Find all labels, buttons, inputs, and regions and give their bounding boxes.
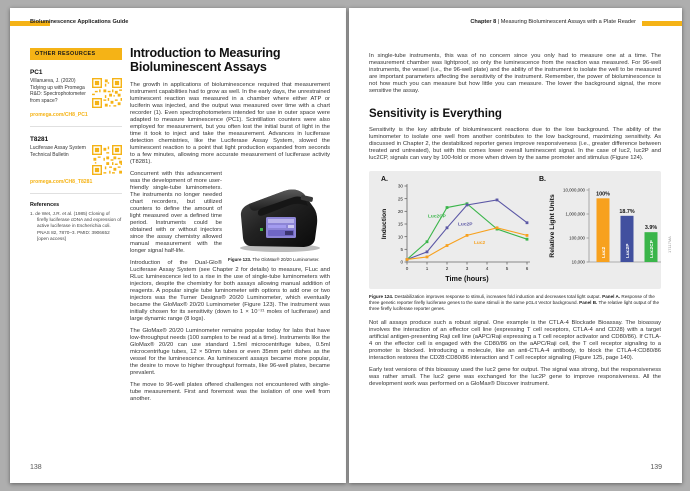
paragraph: In single-tube instruments, this was of no concern since you only had to measure one at a time. The measurement chamber was lightproof, so only the luminescence from the reaction was measured. For 96-well instruments, the vessel (i.e., the 96-well plate) and the ability of the instrument to isolate the well to be measured are important parameters affecting the sensitivity of the instrument. Remember, the power of bioluminescence is not how much you can measure but how little you can measure. The lower the background signal, the more sensitive the assay.	[369, 53, 661, 94]
text-with-figure	[130, 171, 330, 403]
svg-text:30: 30	[397, 183, 403, 189]
resource-id: T8281	[30, 136, 49, 143]
resource-description: Villanueva, J. (2020) Tidying up with Promega R&D: Spectrophotometer from space?	[30, 78, 86, 104]
svg-text:1: 1	[425, 266, 429, 271]
svg-text:17117MA: 17117MA	[667, 236, 672, 253]
sidebar-divider	[30, 126, 122, 127]
svg-text:10,000,000: 10,000,000	[563, 187, 585, 193]
other-resources-label: OTHER RESOURCES	[30, 48, 122, 60]
svg-text:4: 4	[485, 266, 489, 271]
right-main-column	[369, 53, 672, 393]
svg-text:Luc2P: Luc2P	[625, 243, 631, 258]
panel-b-label: B.	[539, 176, 546, 183]
svg-text:20: 20	[397, 208, 403, 214]
section-heading: Introduction to Measuring Bioluminescent Assays	[130, 46, 281, 75]
left-page	[10, 8, 346, 483]
paragraph: Not all assays produce such a robust signal. One example is the CTLA-4 Blockade Bioassay. The bioassay involves the interaction of an effector cell line (expressing T cell receptors, CTLA-4 and CD28) with a target artificial antigen-presenting Raji cell line (aAPC/Raji expressing a T cell receptor activator and CD80/86). If CTLA-4 on the effector cell is engaged with the CD80/86 on the aAPC/Raji cell, the T cell receptor signaling to a promoter is blocked. Introducing a molecule, like an anti-CTLA-4 antibody, to block the CTLA-4:CD80/86 interaction restores the CD28:CD80/86 interaction and T cell receptor signaling (Figure 125, page 140).	[369, 319, 661, 361]
resource-item-pc1	[30, 69, 122, 118]
resources-sidebar	[30, 48, 122, 242]
figure-123	[228, 184, 330, 263]
left-running-header	[10, 18, 346, 30]
paragraph: Concurrent with this advancement was the development of more user-friendly single-tube luminometers. The instruments no longer needed chart recorders, but utilized counters to define the amount of light measured over a defined time period. Instruments could be obtained with or without injectors since the assay chemistry allowed manual measurement with the longer signal half-life.	[130, 170, 222, 254]
guide-title: Bioluminescence Applications Guide	[30, 19, 129, 25]
glomax-luminometer-image	[228, 184, 330, 254]
svg-text:Luc2: Luc2	[601, 246, 607, 258]
resource-item-t8281	[30, 136, 122, 185]
svg-text:Luc2P: Luc2P	[458, 222, 473, 228]
svg-text:0: 0	[400, 259, 403, 265]
right-page	[349, 8, 682, 483]
paragraph: Early test versions of this bioassay used the luc2 gene for output. The signal was strong, but the responsiveness was rather small. The luc2 gene was exchanged for the luc2P gene to improve responsiveness. All the development work was performed on a GloMax® Discover instrument.	[369, 366, 661, 387]
left-main-column	[130, 46, 330, 408]
svg-text:Relative Light Units: Relative Light Units	[549, 194, 556, 258]
page-number: 138	[30, 464, 42, 471]
svg-text:Luc2CP: Luc2CP	[649, 240, 655, 258]
figure-124	[369, 171, 672, 289]
figure-124-caption: Figure 124. Destabilization improves response to stimuli, increases fold induction and decreases total light output. Panel A. Response of the three genetic reporter firefly luciferase genes to the same stimuli in the same pGL4 Vector background. Panel B. The relative light output of the three firefly luciferase reporter genes.	[369, 294, 660, 312]
page-number: 139	[650, 464, 662, 471]
svg-text:10,000: 10,000	[571, 259, 585, 265]
chapter-title: Chapter 8 | Measuring Bioluminescent Assays with a Plate Reader	[470, 19, 636, 25]
svg-text:1,000,000: 1,000,000	[565, 211, 585, 217]
panel-a-label: A.	[381, 176, 388, 183]
reference-entry: 1. de Wet, J.R. et al. (1985) Cloning of firefly luciferase cDNA and expression of active luciferase in Escherichia coli. PNAS 82, 7870–3. PMID: 3906652 [open access]	[30, 211, 122, 241]
paragraph: Sensitivity is the key attribute of bioluminescent reactions due to the low background. The ability of the luminometer to isolate one well from another contributes to the low background, maximizing sensitivity. As discussed in Chapter 2, the destabilized reporter genes improve responsiveness (i.e., greater difference between treated and untreated), but with this comes lower overall luminescent signal. In the case of luc2, luc2P and luc2CP, signals can vary by 100-fold or more when driven by the same promoter and stimulus (Figure 124).	[369, 127, 661, 161]
figure-123-caption: Figure 123. The GloMax® 20/20 Luminometer.	[228, 256, 320, 262]
svg-text:Time (hours): Time (hours)	[445, 274, 489, 283]
section-heading: Sensitivity is Everything	[369, 108, 502, 120]
svg-text:Induction: Induction	[381, 208, 388, 240]
svg-text:25: 25	[397, 196, 403, 202]
svg-text:Luc2: Luc2	[474, 240, 486, 246]
relative-light-units-bar-chart	[545, 178, 675, 288]
paragraph: The growth in applications of bioluminescence required that measurement instrument capabilities had to grow as well. In the early days, the unrestrained luminescent reaction was measured in a chamber where either ATP or luciferin was injected, and the output was measured over time with a chart recorder (1). Even spectrophotometers intended for use in outer space were adapted to measure luminescence (PC1). Scintillation counters were also employed for measurement, but you often lost the initial burst of light in the time it took to inject and take the measurement. Advances in luciferase detection chemistries, like the Luciferase Assay System, slowed the luminescent reaction to a point that light production expanded from seconds to a few minutes, allowing more accurate measurement of luciferase activity (T8281).	[130, 81, 330, 165]
resource-link-pc1[interactable]: promega.com/CH8_PC1	[30, 112, 88, 118]
svg-text:18.7%: 18.7%	[619, 208, 635, 215]
resource-link-t8281[interactable]: promega.com/CH8_T8281	[30, 179, 93, 185]
induction-line-chart	[377, 178, 535, 288]
references-heading: References	[30, 202, 60, 208]
svg-text:5: 5	[400, 246, 403, 252]
svg-text:5: 5	[505, 266, 509, 271]
header-accent-bar	[642, 21, 682, 26]
qr-code-icon	[92, 145, 122, 175]
svg-text:Luc2CP: Luc2CP	[428, 214, 446, 220]
paragraph: The move to 96-well plates offered challenges not encountered with single-tube measurement. First and foremost was the isolation of one well from another.	[130, 381, 330, 402]
resource-id: PC1	[30, 69, 43, 76]
resource-description: Luciferase Assay System Technical Bulletin	[30, 145, 86, 158]
paragraph: The GloMax® 20/20 Luminometer remains popular today for labs that have low-throughput needs (100 samples to be read at a time). Instruments like the GloMax® 20/20 can use standard 1.5ml microcentrifuge tubes, 0.5ml microcentrifuge tubes, 12 × 50mm tubes or even 35mm petri dishes as the vessel for the luminescence. As luminescent assays became more popular, the desire to move to higher throughput formats, like 96-well plates, became prevalent.	[130, 327, 330, 376]
svg-text:3: 3	[465, 266, 469, 271]
qr-code-icon	[92, 78, 122, 108]
svg-text:100%: 100%	[596, 191, 610, 198]
svg-text:2: 2	[445, 266, 449, 271]
sidebar-divider	[30, 193, 122, 194]
paragraph: Introduction of the Dual-Glo® Luciferase Assay System (see Chapter 2 for details) to measure, FLuc and RLuc luminescence led to a rise in the use of single-tube luminometers with injectors, despite the chemistry for both assays allowing manual addition of reagents. A popular single tube luminometer with options to add one or two injectors was the Turner Designs® 20/20 Luminometer, which eventually became the GloMax® 20/20 Luminometer (Figure 123). The instrument was initially chosen for its sensitivity (down to 1 × 10⁻²¹ moles of luciferase) and large dynamic range (8 logs).	[130, 259, 330, 322]
right-running-header	[349, 18, 682, 30]
svg-text:100,000: 100,000	[569, 235, 585, 241]
svg-text:15: 15	[397, 221, 403, 227]
svg-text:10: 10	[397, 234, 403, 240]
svg-text:3.9%: 3.9%	[644, 225, 658, 232]
svg-text:6: 6	[525, 266, 529, 271]
svg-text:0: 0	[405, 266, 409, 271]
